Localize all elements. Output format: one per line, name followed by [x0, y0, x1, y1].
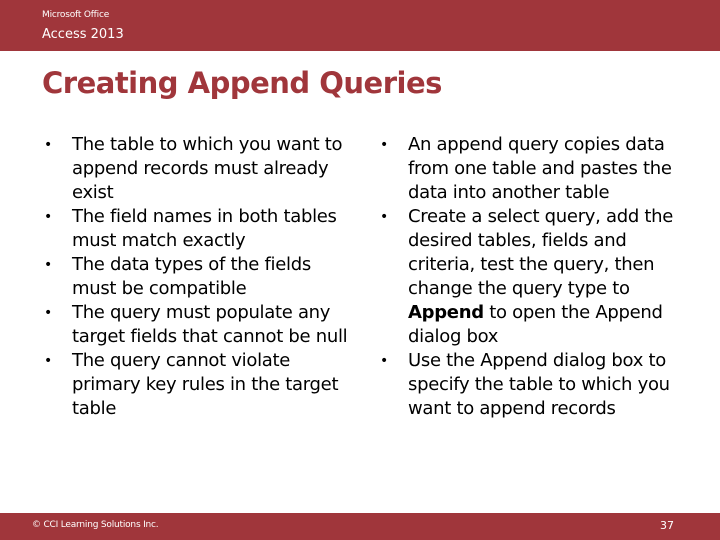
bullet-text: Use the Append dialog box to specify the table to which you want to append records: [408, 350, 670, 419]
copyright-label: © CCI Learning Solutions Inc.: [32, 520, 159, 530]
list-item: [380, 133, 690, 205]
product-label: Access 2013: [42, 27, 124, 42]
bullet-icon: •: [44, 305, 52, 321]
list-item: [380, 349, 690, 421]
bullet-icon: •: [44, 353, 52, 369]
bullet-icon: •: [44, 137, 52, 153]
bullet-text: The query cannot violate primary key rules in the target table: [72, 350, 339, 419]
bullet-text: The table to which you want to append records must already exist: [72, 134, 343, 203]
list-item: [44, 133, 354, 205]
append-keyword: Append: [408, 302, 484, 323]
bullet-icon: •: [44, 257, 52, 273]
list-item: [380, 205, 690, 349]
bullet-icon: •: [380, 137, 388, 153]
list-item: [44, 349, 354, 421]
bullet-text-continued: to open the Append dialog box: [408, 302, 663, 347]
page-number: 37: [660, 519, 674, 532]
footer-bar: [0, 513, 720, 540]
slide-title: Creating Append Queries: [42, 66, 442, 100]
bullet-text: The field names in both tables must match exactly: [72, 206, 337, 251]
bullet-icon: •: [44, 209, 52, 225]
list-item: [44, 205, 354, 253]
left-bullet-list: [44, 133, 354, 421]
brand-label: Microsoft Office: [42, 10, 110, 20]
list-item: [44, 301, 354, 349]
right-bullet-list: [380, 133, 690, 421]
header-bar: [0, 0, 720, 51]
bullet-text: The query must populate any target fields that cannot be null: [72, 302, 348, 347]
list-item: [44, 253, 354, 301]
bullet-text: Create a select query, add the desired tables, fields and criteria, test the query, then change the query type to: [408, 206, 674, 299]
bullet-icon: •: [380, 209, 388, 225]
bullet-text: An append query copies data from one table and pastes the data into another table: [408, 134, 672, 203]
bullet-icon: •: [380, 353, 388, 369]
bullet-text: The data types of the fields must be compatible: [72, 254, 311, 299]
